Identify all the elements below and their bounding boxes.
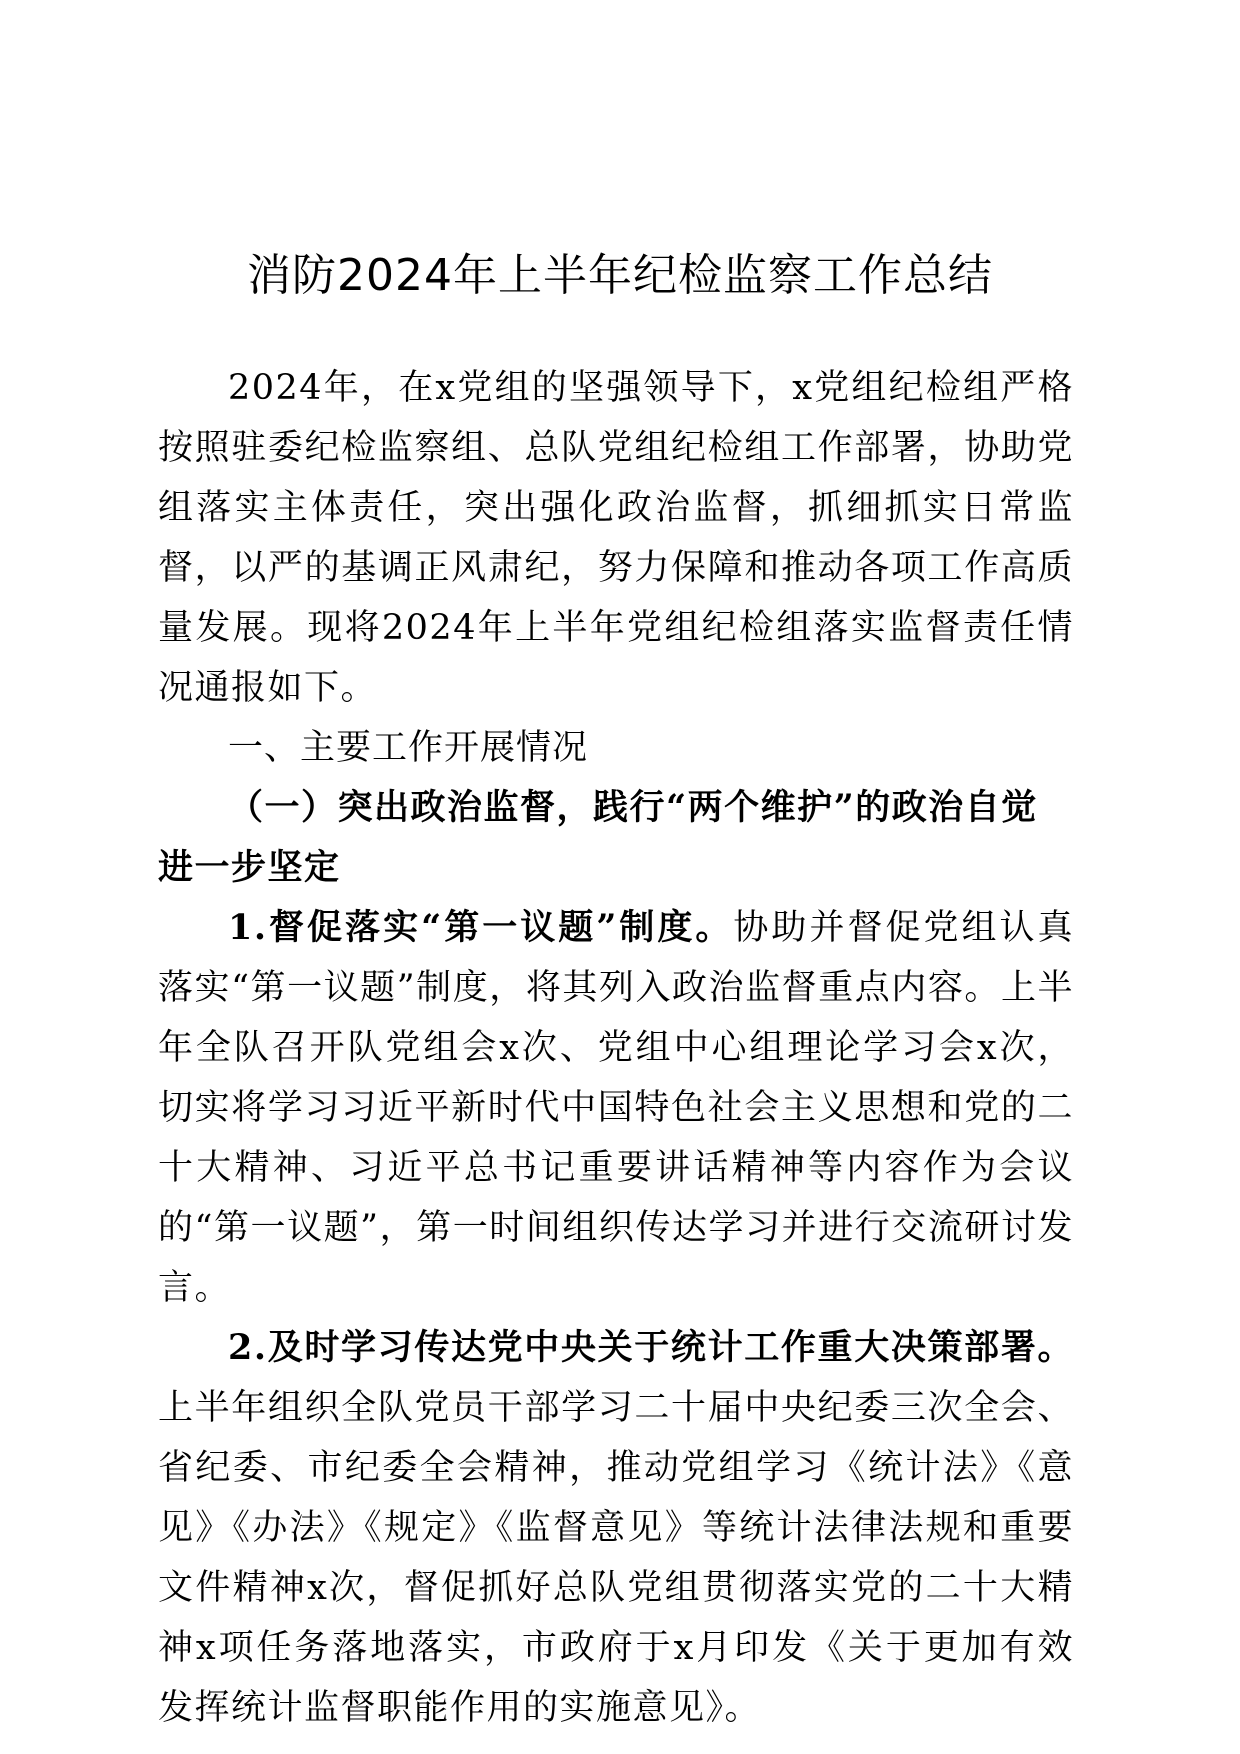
intro-paragraph: 2024年，在x党组的坚强领导下，x党组纪检组严格按照驻委纪检监察组、总队党组纪检组工作部署，协助党组落实主体责任，突出强化政治监督，抓细抓实日常监督，以严的基调正风肃纪，努力保障和推动各项工作高质量发展。现将2024年上半年党组纪检组落实监督责任情况通报如下。 — [158, 368, 1074, 708]
item-lead-first-agenda: 1.督促落实“第一议题”制度。 — [228, 907, 734, 948]
item-paragraph-statistics-decisions — [158, 1318, 1074, 1738]
item-lead-statistics-decisions: 2.及时学习传达党中央关于统计工作重大决策部署。 — [228, 1327, 1074, 1368]
subsection-heading-political-supervision: （一）突出政治监督，践行“两个维护”的政治自觉进一步坚定 — [158, 787, 1038, 888]
item-text-statistics-decisions: 上半年组织全队党员干部学习二十届中央纪委三次全会、省纪委、市纪委全会精神，推动党组学习《统计法》《意见》《办法》《规定》《监督意见》等统计法律法规和重要文件精神x次，督促抓好总队党组贯彻落实党的二十大精神x项任务落地落实，市政府于x月印发《关于更加有效发挥统计监督职能作用的实施意见》。 — [158, 1388, 1074, 1728]
document-title: 消防2024年上半年纪检监察工作总结 — [247, 250, 993, 301]
document-body — [158, 358, 1074, 1738]
item-text-first-agenda: 协助并督促党组认真落实“第一议题”制度，将其列入政治监督重点内容。上半年全队召开队党组会x次、党组中心组理论学习会x次，切实将学习习近平新时代中国特色社会主义思想和党的二十大精神、习近平总书记重要讲话精神等内容作为会议的“第一议题”，第一时间组织传达学习并进行交流研讨发言。 — [158, 908, 1074, 1308]
item-paragraph-first-agenda — [158, 898, 1074, 1318]
section-heading-main-work: 一、主要工作开展情况 — [228, 728, 589, 768]
